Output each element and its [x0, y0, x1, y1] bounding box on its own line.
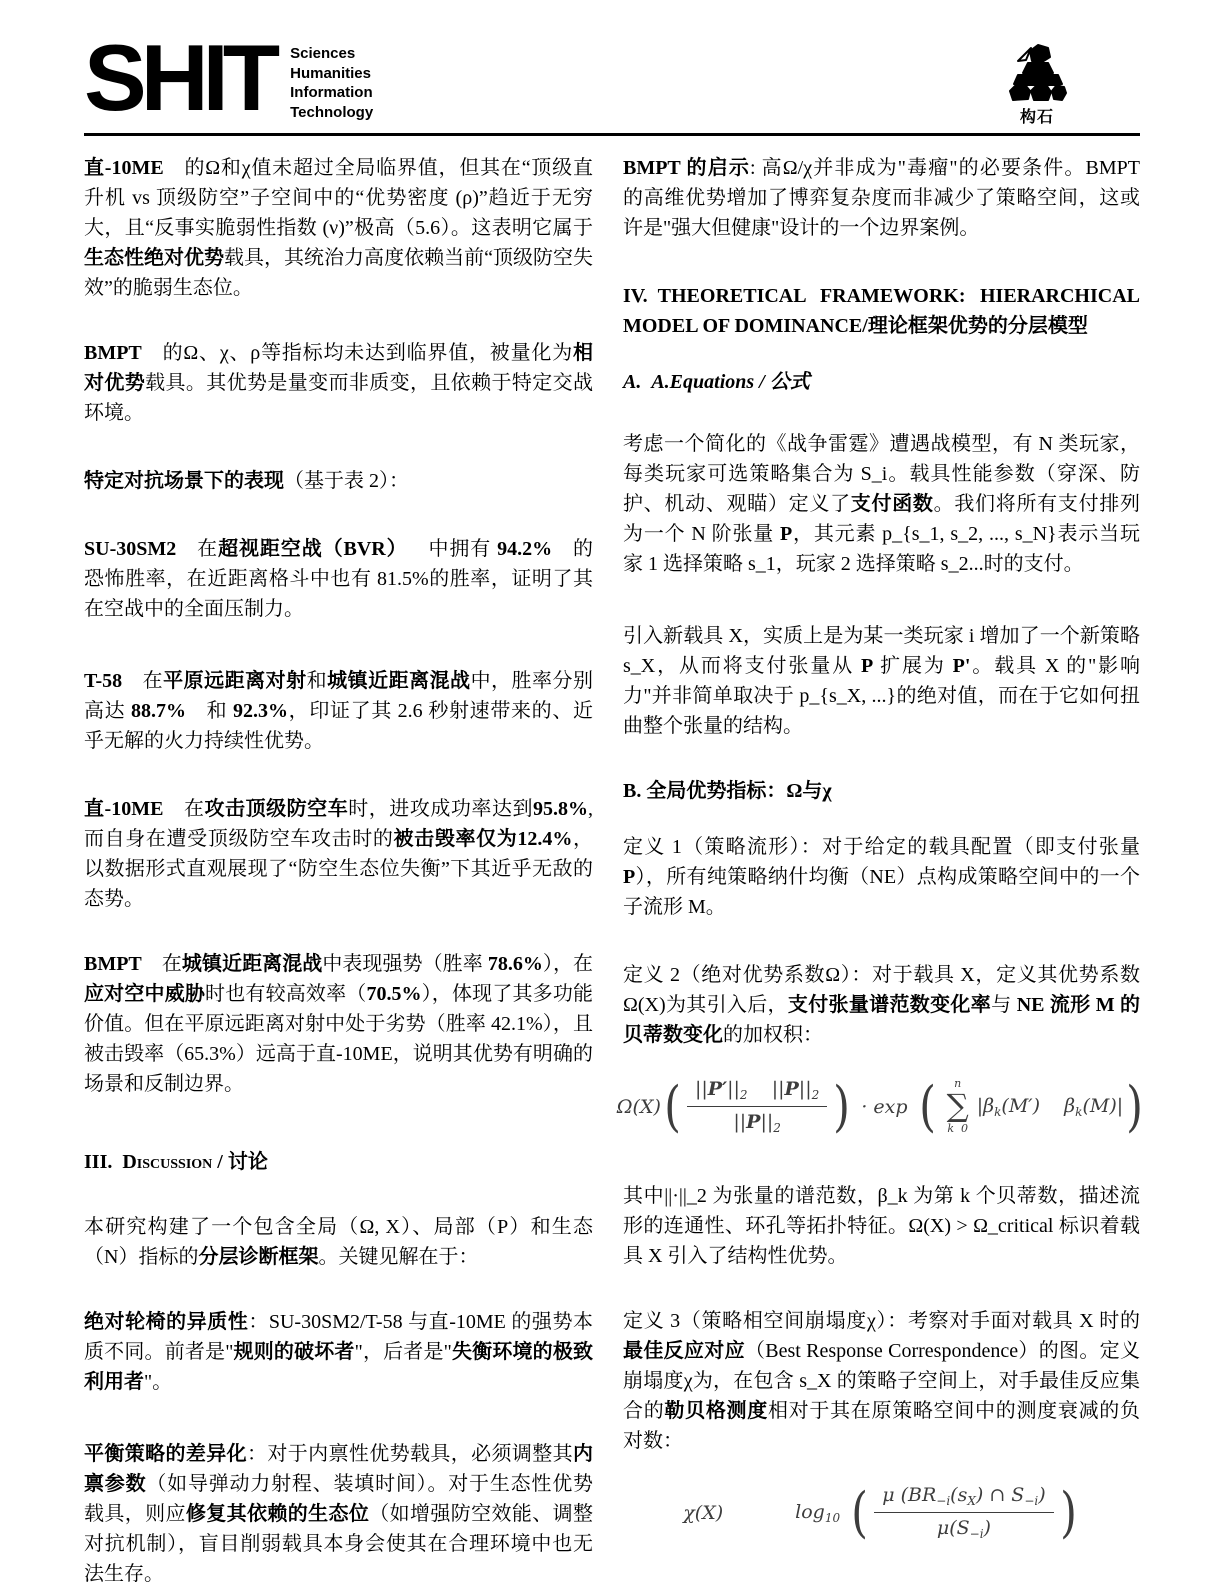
- para-definition-2: 定义 2（绝对优势系数Ω）：对于载具 X，定义其优势系数Ω(X)为其引入后，支付张量谱范数变化率与 NE 流形 M 的贝蒂数变化的加权积：: [623, 964, 1140, 1046]
- fraction-numerator: $||P'||_2$ $||P||_2$: [687, 1078, 827, 1107]
- equation-omega: [616, 1074, 1144, 1138]
- right-column: [616, 153, 1144, 1584]
- para-definition-3: 定义 3（策略相空间崩塌度χ）：考察对手面对载具 X 时的最佳反应对应（Best Response Correspondence）的图。定义崩塌度χ为，在包含 s_X 的策略子空间上，对手最佳反应集合的勒贝格测度相对于其在原策略空间中的测度衰减的负对数：: [623, 1310, 1141, 1452]
- para-balance-strategy: 平衡策略的差异化：对于内禀性优势载具，必须调整其内禀参数（如导弹动力射程、装填时间）。对于生态性优势载具，则应修复其依赖的生态位（如增强防空效能、调整对抗机制），盲目削弱载具本身会使其在合理环境中也无法生存。: [84, 1443, 593, 1584]
- para-z10me-global: 直-10ME 的Ω和χ值未超过全局临界值，但其在“顶级直升机 vs 顶级防空”子空间中的“优势密度 (ρ)”趋近于无穷大，且“反事实脆弱性指数 (ν)”极高（5.6）。这表明它属于生态性绝对优势载具，其统治力高度依赖当前“顶级防空失效”的脆弱生态位。: [84, 157, 593, 299]
- equation-omega-lhs: Ω(X): [616, 1095, 661, 1118]
- publisher-stamp-label: 构石: [1019, 109, 1054, 126]
- left-paren: (: [851, 1480, 869, 1544]
- subheading-scenarios: 特定对抗场景下的表现（基于表 2）：: [84, 470, 409, 492]
- journal-logo-acronym: SHIT: [84, 25, 275, 130]
- fraction-denominator: $||P||_2$: [733, 1111, 781, 1135]
- right-paren: ): [833, 1074, 851, 1138]
- article-body: [84, 153, 1144, 1584]
- log10-operator: $\log_{10}$: [795, 1500, 841, 1525]
- measure-ratio-fraction: [874, 1484, 1053, 1541]
- rock-cairn-icon: [1006, 42, 1068, 102]
- para-bmpt-urban: BMPT 在城镇近距离混战中表现强势（胜率 78.6%），在应对空中威胁时也有较高效率（70.5%），体现了其多功能价值。但在平原远距离对射中处于劣势（胜率 42.1%），且被击毁率（65.3%）远高于直-10ME，说明其优势有明确的场景和反制边界。: [84, 953, 594, 1095]
- equation-chi: [623, 1480, 1140, 1544]
- para-game-model: 考虑一个简化的《战争雷霆》遭遇战模型，有 N 类玩家，每类玩家可选策略集合为 S_i。载具性能参数（穿深、防护、机动、观瞄）定义了支付函数。我们将所有支付排列为一个 N 阶张量 P，其元素 p_{s_1, s_2, ..., s_N}表示当玩家 1 选择策略 s_1，玩家 2 选择策略 s_2...时的支付。: [623, 433, 1141, 575]
- fraction-numerator: μ ($BR_{-i}(s_X)$ ∩ $S_{-i}$): [874, 1484, 1053, 1513]
- para-bmpt-insight: BMPT 的启示: 高Ω/χ并非成为"毒瘤"的必要条件。BMPT 的高维优势增加了博弈复杂度而非减少了策略空间，这或许是"强大但健康"设计的一个边界案例。: [623, 157, 1140, 239]
- left-paren: (: [663, 1074, 681, 1138]
- para-su30sm2: SU-30SM2 在超视距空战（BVR） 中拥有 94.2% 的恐怖胜率，在近距离格斗中也有 81.5%的胜率，证明了其在空战中的全面压制力。: [84, 538, 594, 620]
- right-paren: ): [1126, 1074, 1144, 1138]
- para-wheelchair-heterogeneity: 绝对轮椅的异质性：SU-30SM2/T-58 与直-10ME 的强势本质不同。前者是"规则的破坏者"，后者是"失衡环境的极致利用者"。: [84, 1311, 594, 1393]
- right-paren: ): [1059, 1480, 1077, 1544]
- equation-chi-lhs: χ(X): [683, 1501, 724, 1524]
- para-new-vehicle: 引入新载具 X，实质上是为某一类玩家 i 增加了一个新策略 s_X，从而将支付张量从 P 扩展为 P'。载具 X 的"影响力"并非简单取决于 p_{s_X, ...}的绝对值，而在于它如何扭曲整个张量的结构。: [623, 625, 1141, 737]
- para-z10me-attack: 直-10ME 在攻击顶级防空车时，进攻成功率达到95.8%,而自身在遭受顶级防空车攻击时的被击毁率仅为12.4%，以数据形式直观展现了“防空生态位失衡”下其近乎无敌的态势。: [84, 798, 594, 910]
- para-diagnostic-framework: 本研究构建了一个包含全局（Ω, X）、局部（P）和生态（N）指标的分层诊断框架。关键见解在于：: [84, 1216, 593, 1268]
- fraction-denominator: $\mu(S_{-i})$: [936, 1517, 991, 1541]
- heading-global-metrics: B. 全局优势指标：Ω与χ: [623, 780, 832, 802]
- left-paren: (: [918, 1074, 936, 1138]
- logo-word: Sciences: [290, 45, 356, 62]
- journal-logo: [84, 25, 374, 130]
- masthead: [84, 25, 1140, 130]
- logo-word: Humanities: [290, 64, 371, 82]
- norm-ratio-fraction: [687, 1078, 827, 1135]
- heading-theoretical-framework: IV. THEORETICAL FRAMEWORK: HIERARCHICAL MODEL OF DOMINANCE/理论框架优势的分层模型: [623, 285, 1140, 337]
- para-bmpt-relative: BMPT 的Ω、χ、ρ等指标均未达到临界值，被量化为相对优势载具。其优势是量变而非质变，且依赖于特定交战环境。: [84, 342, 593, 424]
- publisher-stamp: [1006, 42, 1068, 127]
- logo-word: Technology: [290, 103, 374, 121]
- betti-difference-term: $|\beta_k(M')$ $\beta_k(M)|$: [976, 1094, 1124, 1119]
- heading-equations: A. A.Equations / 公式: [623, 371, 810, 393]
- para-spectral-norm: 其中||·||_2 为张量的谱范数，β_k 为第 k 个贝蒂数，描述流形的连通性、环孔等拓扑特征。Ω(X) > Ω_critical 标识着载具 X 引入了结构性优势。: [623, 1185, 1140, 1267]
- para-t58: T-58 在平原远距离对射和城镇近距离混战中，胜率分别高达 88.7% 和 92.3%，印证了其 2.6 秒射速带来的、近乎无解的火力持续性优势。: [84, 670, 594, 752]
- header-rule: [84, 133, 1140, 136]
- heading-discussion: III. Discussion / 讨论: [84, 1151, 268, 1173]
- summation-symbol: n ∑ k 0: [946, 1077, 969, 1135]
- exp-operator: · exp: [861, 1095, 908, 1118]
- journal-logo-words: [290, 44, 373, 122]
- left-column: [84, 153, 593, 1584]
- para-definition-1: 定义 1（策略流形）：对于给定的载具配置（即支付张量 P），所有纯策略纳什均衡（NE）点构成策略空间中的一个子流形 M。: [623, 836, 1140, 918]
- logo-word: Information: [290, 84, 373, 101]
